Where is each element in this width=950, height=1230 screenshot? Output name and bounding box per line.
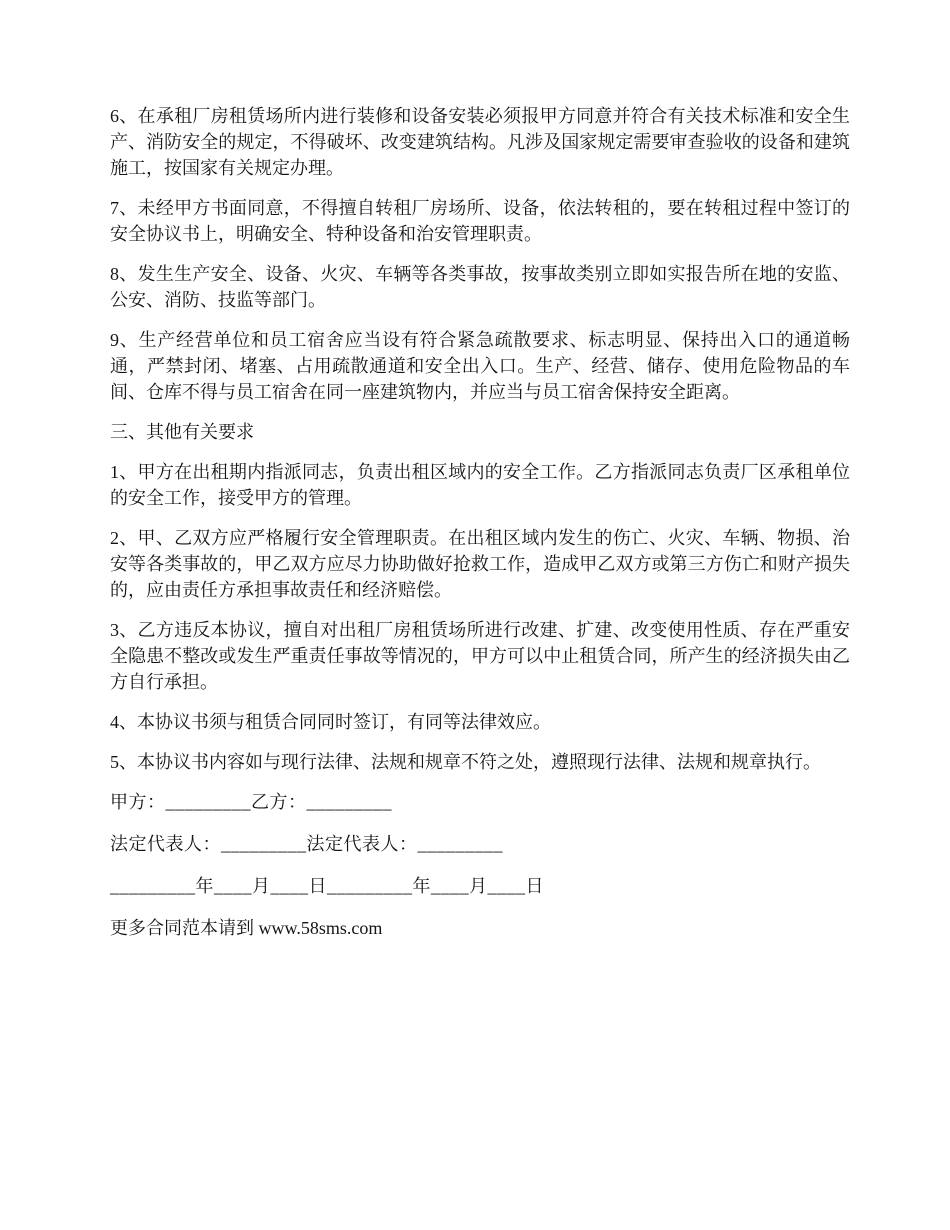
other-clause-1: 1、甲方在出租期内指派同志，负责出租区域内的安全工作。乙方指派同志负责厂区承租单位的安全工作，接受甲方的管理。	[110, 462, 850, 508]
clause-9: 9、生产经营单位和员工宿舍应当设有符合紧急疏散要求、标志明显、保持出入口的通道畅通，严禁封闭、堵塞、占用疏散通道和安全出入口。生产、经营、储存、使用危险物品的车间、仓库不得与员工宿舍在同一座建筑物内，并应当与员工宿舍保持安全距离。	[110, 330, 850, 402]
other-clause-3: 3、乙方违反本协议，擅自对出租厂房租赁场所进行改建、扩建、改变使用性质、存在严重安全隐患不整改或发生严重责任事故等情况的，甲方可以中止租赁合同，所产生的经济损失由乙方自行承担。	[110, 620, 850, 692]
section-heading-other-requirements: 三、其他有关要求	[110, 422, 254, 442]
clause-8: 8、发生生产安全、设备、火灾、车辆等各类事故，按事故类别立即如实报告所在地的安监、公安、消防、技监等部门。	[110, 264, 850, 310]
contract-body	[110, 103, 850, 941]
signature-parties-line: 甲方：_________乙方：_________	[110, 792, 392, 812]
clause-7: 7、未经甲方书面同意，不得擅自转租厂房场所、设备，依法转租的，要在转租过程中签订的安全协议书上，明确安全、特种设备和治安管理职责。	[110, 198, 850, 244]
other-clause-5: 5、本协议书内容如与现行法律、法规和规章不符之处，遵照现行法律、法规和规章执行。	[110, 752, 821, 772]
signature-date-line: _________年____月____日_________年____月____日	[110, 876, 544, 896]
clause-6: 6、在承租厂房租赁场所内进行装修和设备安装必须报甲方同意并符合有关技术标准和安全生产、消防安全的规定，不得破坏、改变建筑结构。凡涉及国家规定需要审查验收的设备和建筑施工，按国家有关规定办理。	[110, 106, 850, 178]
other-clause-2: 2、甲、乙双方应严格履行安全管理职责。在出租区域内发生的伤亡、火灾、车辆、物损、治安等各类事故的，甲乙双方应尽力协助做好抢救工作，造成甲乙双方或第三方伤亡和财产损失的，应由责任方承担事故责任和经济赔偿。	[110, 528, 850, 600]
signature-representatives-line: 法定代表人：_________法定代表人：_________	[110, 834, 503, 854]
footer-source-note: 更多合同范本请到 www.58sms.com	[110, 918, 383, 938]
other-clause-4: 4、本协议书须与租赁合同同时签订，有同等法律效应。	[110, 712, 551, 732]
